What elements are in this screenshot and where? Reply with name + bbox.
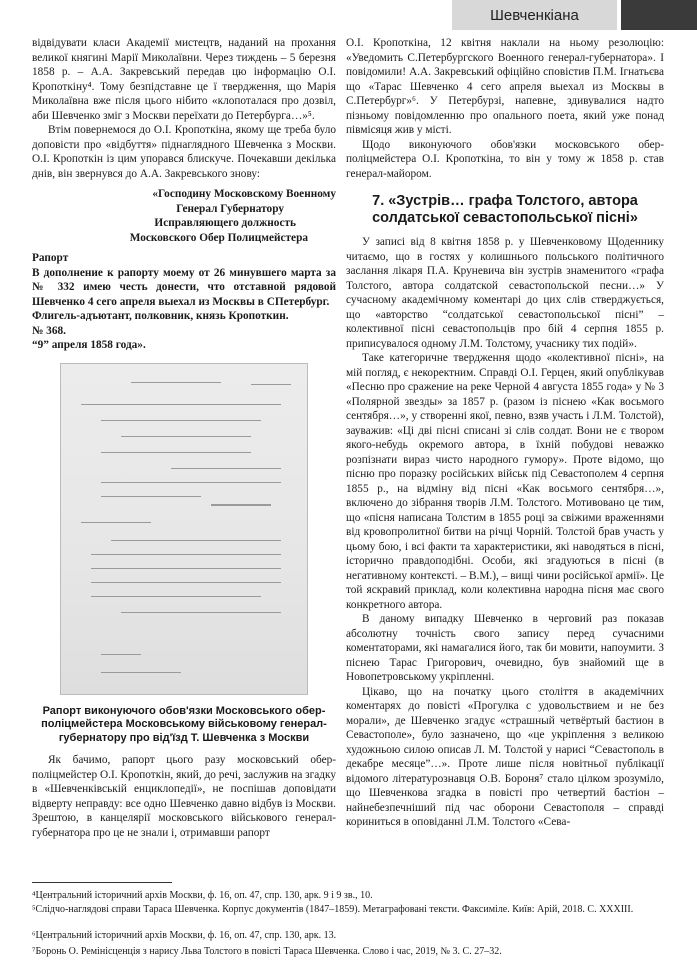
paragraph: Цікаво, що на початку цього століття в академічних коментарях до повісті «Прогулка с удовольствием и не без морали», де Шевченко згадує «страшный четвёртый бастион в Севастополе», було зазначено, що «це укріплення з великою художньою силою описав Л. М. Толстой у нарисі “Севастополь в декабре месяце”…». Проте лише після новітньої публікації відомого літературознавця О.В. Бороня⁷ стало цілком зрозуміло, що Шевченкова згадка в повісті про четвертий бастіон – найнебезпечніший під час оборони Севастополя – справді кориниться в оповіданні Л.М. Толстого «Сева- bbox=[346, 685, 664, 828]
report-signature: Флигель-адъютант, полковник, князь Кропоткин. bbox=[32, 310, 289, 322]
paragraph: Таке категоричне твердження щодо «колективної пісні», на мій погляд, є некоректним. Справді О.І. Герцен, який опублікував «Песню про сражение на реке Черной 4 августа 1855 года» у № 3 «Полярной звезды» за 1857 р. (разом із піснею «Как восьмого сентября…», у створенні якої, певно, взяв участь і Л.М. Толстой), зауважив: «Ці дві пісні списані зі слів солдат. Вони не є твором якого-небудь окремого автора, в їхній побудові неважко розпізнати вираз чисто народного гумору». Проте відомо, що пісню про поразку російських військ під Севастополем 4 серпня 1855 р., на відміну від пісні «Как восьмого сентября…», включено до зібрання творів Л.М. Толстого. Мотивовано це тим, що «пісня написана Толстим в 1855 році за свіжими враженнями від кровопролитної битви на річці Чорній. Толстой брав участь у цьому бою, і всі факти та характеристики, які наводяться в пісні, історично правдоподібні. Особи, які згадуються в пісні (в негативному контексті. – В.М.), – вищі чини російської армії». Це той яскравий приклад, коли колективна народна пісня має свого конкретного автора. bbox=[346, 352, 664, 611]
paragraph: У записі від 8 квітня 1858 р. у Шевченковому Щоденнику читаємо, що в гостях у колишнього польського політичного заслання лікаря П.А. Круневича він зустрів знаменитого «графа Толстого, автора солдатской севастопольской песни…» У сучасному академічному коментарі до цих слів стверджується, що «авторство “солдатської севастопольської пісні” – колективної пісні севастопольців про бій 4 серпня 1855 р. приписувалося одному Л.М. Толстому, учаснику тих подій». bbox=[346, 236, 664, 350]
footnote: ⁶Центральний історичний архів Москви, ф. 16, оп. 47, спр. 130, арк. 13. bbox=[32, 930, 337, 941]
section-title: Шевченкіана bbox=[452, 0, 617, 30]
footnote: ⁵Слідчо-наглядові справи Тараса Шевченка. Корпус документів (1847–1859). Метаграфовані тексти. Факсиміле. Київ: Арій, 2018. С. XXXIII. bbox=[32, 904, 634, 915]
paragraph: В даному випадку Шевченко в черговий раз показав абсолютну точність свого запису перед сучасними коментаторами, які намагалися його, так би мовити, напоумити. З піснею Тарас Григорович, очевидно, був знайомий ще в Новопетровському укріпленні. bbox=[346, 613, 664, 683]
paragraph: Як бачимо, рапорт цього разу московський обер-поліцмейстер О.І. Кропоткін, який, до речі, заслужив на згадку в «Шевченківській енциклопедії», не поспішав доповідати відверту неправду: все одно Шевченко давно відбув із Москви. Зрештою, в канцелярії московського військового генерал-губернатора про це не знали і, отримавши рапорт bbox=[32, 754, 336, 839]
left-column bbox=[32, 36, 336, 840]
paragraph: Втім повернемося до О.І. Кропоткіна, якому ще треба було доповісти про «відбуття» піднаглядного Шевченка з Москви. О.І. Кропоткін із цим упорався блискуче. Почекавши декілька днів, він звернувся до А.А. Закревського знову: bbox=[32, 124, 336, 180]
address-line: Московского Обер Полицмейстера bbox=[129, 231, 308, 244]
address-line: «Господину Московскому Военному bbox=[152, 188, 336, 200]
paragraph: О.І. Кропоткіна, 12 квітня наклали на ньому резолюцію: «Уведомить С.Петербургского Военного генерал-губернатора». І повідомили! А.А. Закревський офіційно сповістив П.М. Ігнатьєва що «Тарас Шевченко 4 сего апреля выехал из Москвы в С.Петербург»⁶. У Петербурзі, напевне, здивувалися надто пізньому повідомленню про опального поета, який уже понад півмісяця жив у місті. bbox=[346, 37, 664, 136]
page-header bbox=[0, 0, 697, 32]
paragraph: відвідувати класи Академії мистецтв, наданий на прохання великої княгині Марії Миколаївни. Через тиждень – 5 березня 1858 р. – А.А. Закревський передав цю інформацію О.І. Кропоткіну⁴. Тому безпідставне це ї твердження, що Марія Миколаївна вже після цього нібито «клопоталася про дозвіл, аби Шевченко зміг з Москви переїхати до Петербурга…»⁵. bbox=[32, 37, 336, 122]
report-date: “9” апреля 1858 года». bbox=[32, 339, 146, 351]
footnote-divider bbox=[32, 882, 172, 883]
header-dark-block bbox=[621, 0, 697, 30]
archival-document-image bbox=[60, 363, 308, 695]
report-body: В дополнение к рапорту моему от 26 минувшего марта за № 332 имею честь донести, что отставной рядовой Шевченко 4 сего апреля выехал из Москвы в СПетербург. bbox=[32, 266, 336, 308]
footnote: ⁷Боронь О. Ремінісценція з нарису Льва Толстого в повісті Тараса Шевченка. Слово і час, 2019, № 3. С. 27–32. bbox=[32, 946, 502, 957]
report-title: Рапорт bbox=[32, 252, 69, 264]
image-caption: Рапорт виконуючого обов'язки Московського обер-поліцмейстера Московському військовому генерал-губернатору про від'їзд Т. Шевченка з Москви bbox=[41, 704, 327, 744]
right-column bbox=[346, 36, 664, 830]
paragraph: Щодо виконуючого обов'язки московського обер-поліцмейстера О.І. Кропоткіна, то він у тому ж 1858 р. став генерал-майором. bbox=[346, 138, 664, 180]
address-line: Генерал Губернатору bbox=[176, 202, 284, 215]
address-line: Исправляющего должность bbox=[154, 217, 296, 229]
report-number: № 368. bbox=[32, 324, 66, 337]
section-heading: 7. «Зустрів… графа Толстого, автора солдатської севастопольської пісні» bbox=[372, 193, 638, 226]
footnote: ⁴Центральний історичний архів Москви, ф. 16, оп. 47, спр. 130, арк. 9 і 9 зв., 10. bbox=[32, 890, 373, 901]
